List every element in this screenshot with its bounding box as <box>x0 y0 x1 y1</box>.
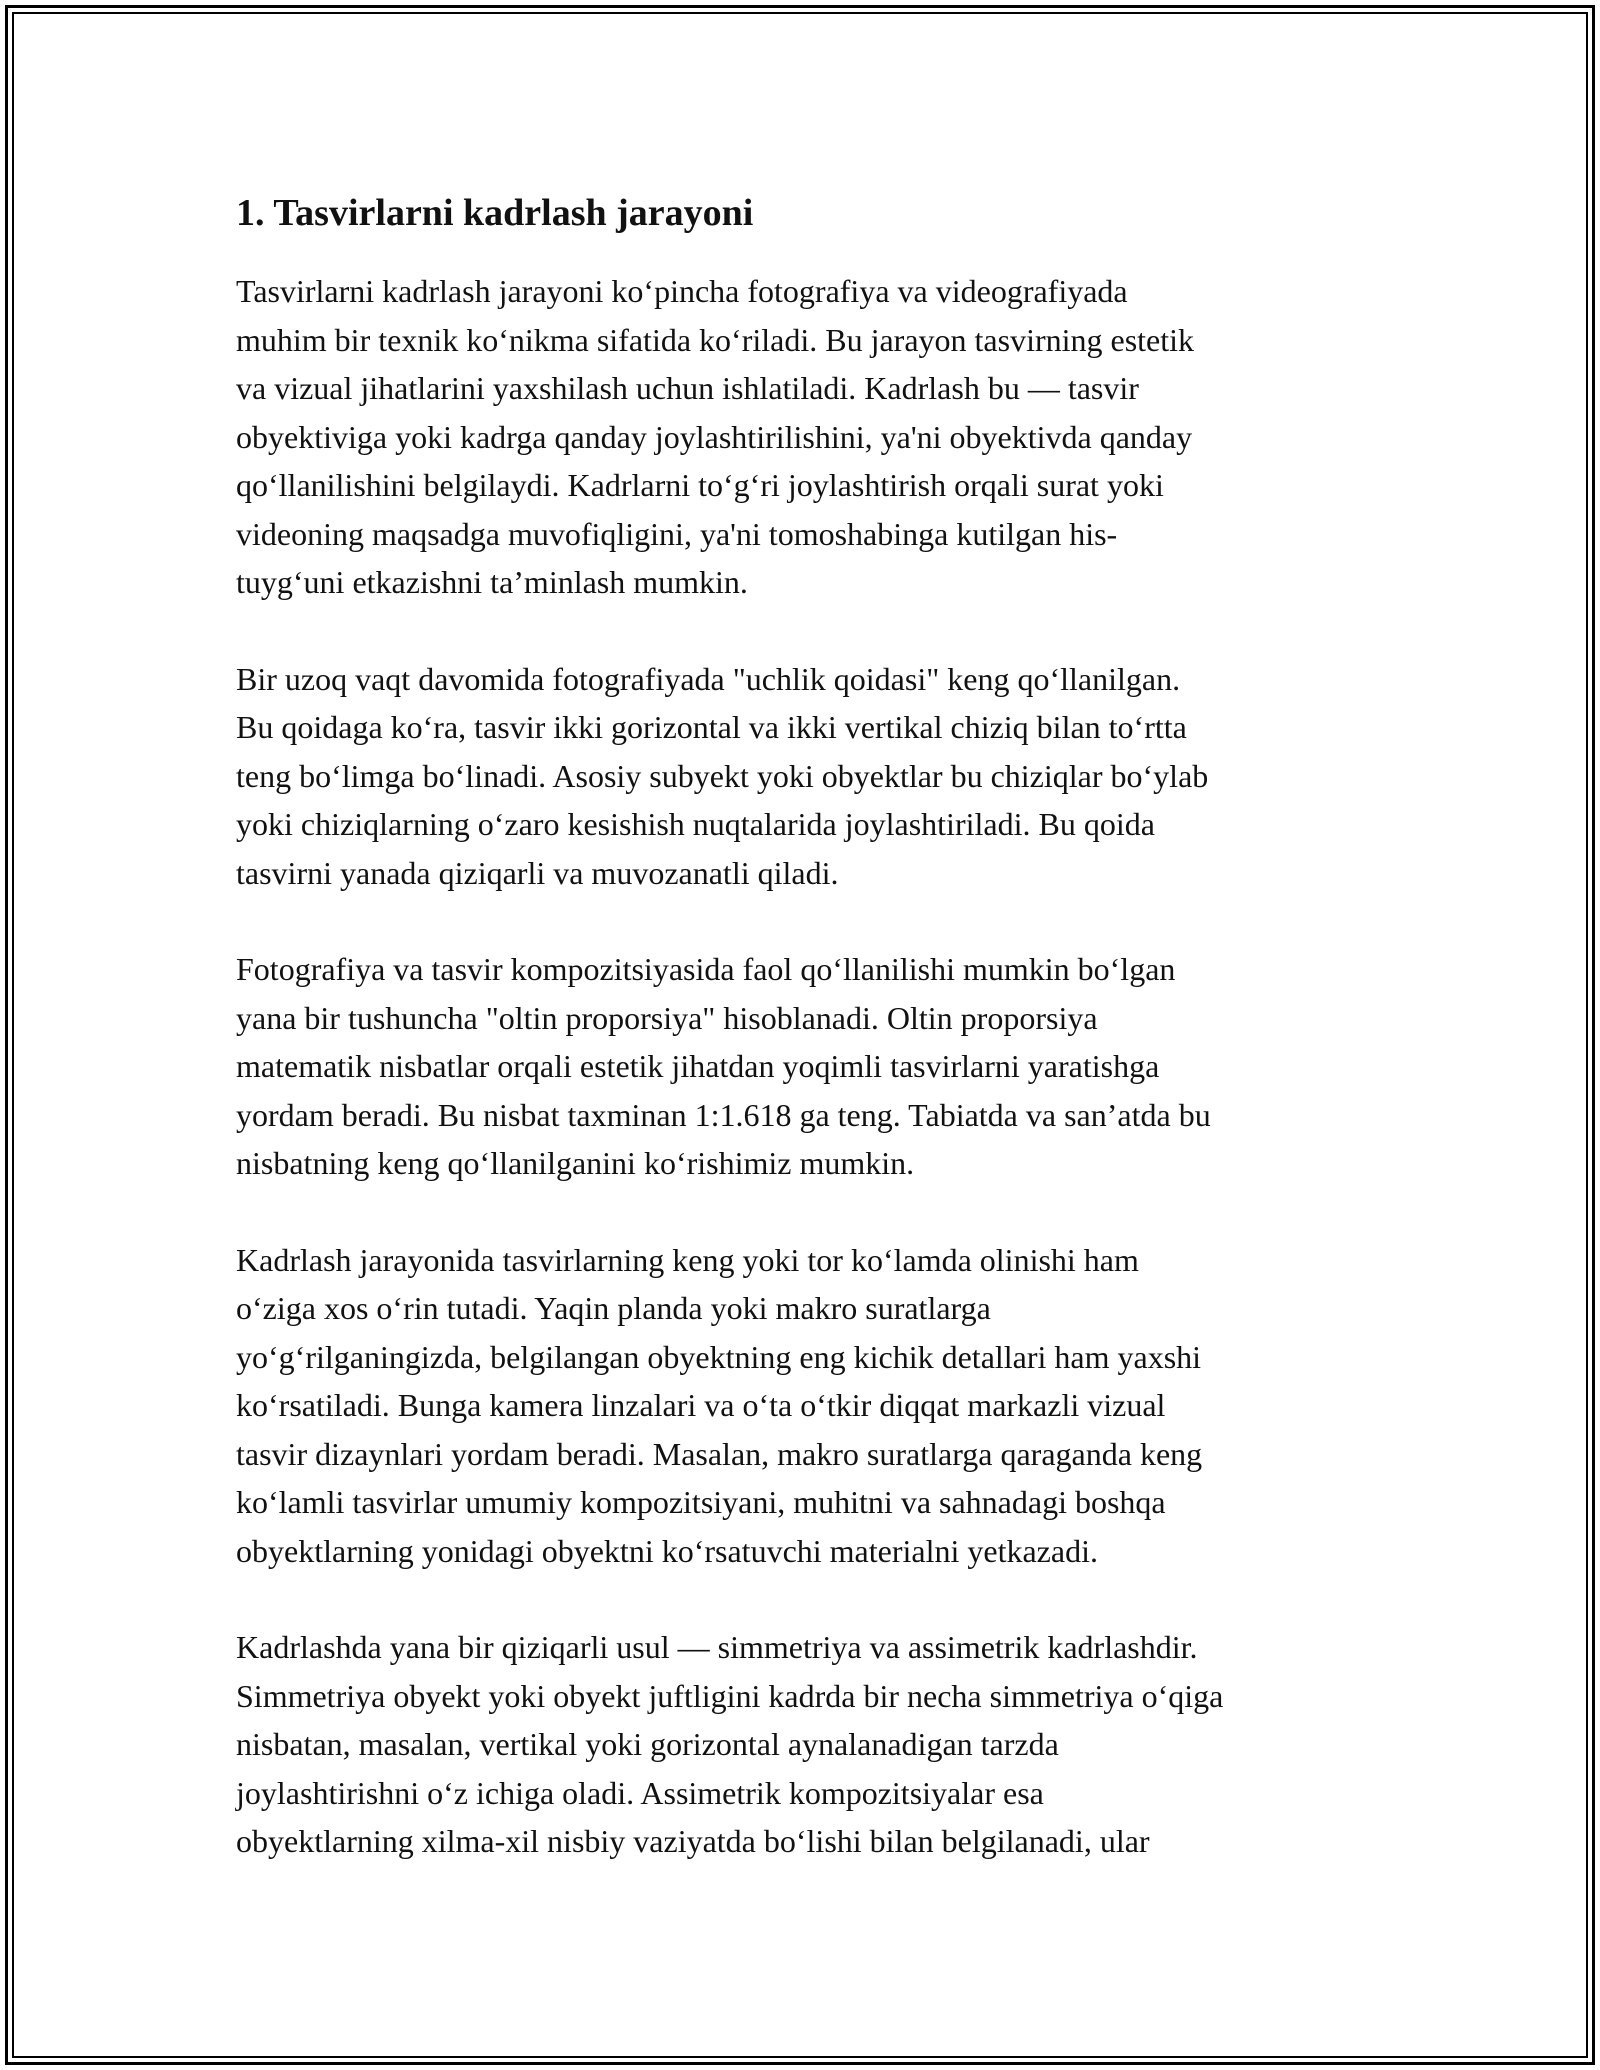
paragraph-line: ko‘lamli tasvirlar umumiy kompozitsiyani, muhitni va sahnadagi boshqa <box>236 1484 1166 1520</box>
paragraph-line: yana bir tushuncha "oltin proporsiya" hisoblanadi. Oltin proporsiya <box>236 999 1098 1036</box>
paragraph-line: tasvir dizaynlari yordam beradi. Masalan, makro suratlarga qaraganda keng <box>236 1435 1203 1472</box>
paragraph-line: qo‘llanilishini belgilaydi. Kadrlarni to‘g‘ri joylashtirish orqali surat yoki <box>236 467 1164 503</box>
paragraph-line: joylashtirishni o‘z ichiga oladi. Assimetrik kompozitsiyalar esa <box>236 1774 1044 1811</box>
paragraph-line: Bu qoidaga ko‘ra, tasvir ikki gorizontal va ikki vertikal chiziq bilan to‘rtta <box>236 709 1187 745</box>
paragraph-line: videoning maqsadga muvofiqligini, ya'ni tomoshabinga kutilgan his- <box>236 515 1118 552</box>
paragraph-list <box>236 267 1386 1866</box>
paragraph <box>236 1236 1386 1576</box>
paragraph-line: o‘ziga xos o‘rin tutadi. Yaqin planda yoki makro suratlarga <box>236 1290 991 1326</box>
paragraph-line: tuyg‘uni etkazishni ta’minlash mumkin. <box>236 564 748 600</box>
paragraph <box>236 1623 1386 1866</box>
paragraph-line: muhim bir texnik ko‘nikma sifatida ko‘riladi. Bu jarayon tasvirning estetik <box>236 321 1195 358</box>
paragraph-line: obyektlarning xilma-xil nisbiy vaziyatda bo‘lishi bilan belgilanadi, ular <box>236 1823 1150 1859</box>
paragraph-line: yordam beradi. Bu nisbat taxminan 1:1.618 ga teng. Tabiatda va san’atda bu <box>236 1096 1211 1133</box>
paragraph-line: Bir uzoq vaqt davomida fotografiyada "uchlik qoidasi" keng qo‘llanilgan. <box>236 660 1181 697</box>
paragraph-line: nisbatan, masalan, vertikal yoki gorizontal aynalanadigan tarzda <box>236 1726 1059 1762</box>
paragraph-line: teng bo‘limga bo‘linadi. Asosiy subyekt yoki obyektlar bu chiziqlar bo‘ylab <box>236 757 1209 794</box>
paragraph-line: Fotografiya va tasvir kompozitsiyasida faol qo‘llanilishi mumkin bo‘lgan <box>236 951 1176 987</box>
paragraph-line: yoki chiziqlarning o‘zaro kesishish nuqtalarida joylashtiriladi. Bu qoida <box>236 806 1155 842</box>
paragraph-line: matematik nisbatlar orqali estetik jihatdan yoqimli tasvirlarni yaratishga <box>236 1048 1160 1084</box>
paragraph <box>236 945 1386 1188</box>
paragraph-line: Kadrlashda yana bir qiziqarli usul — simmetriya va assimetrik kadrlashdir. <box>236 1629 1198 1665</box>
paragraph-line: yo‘g‘rilganingizda, belgilangan obyektning eng kichik detallari ham yaxshi <box>236 1338 1202 1375</box>
document-body <box>236 185 1386 1914</box>
paragraph-line: va vizual jihatlarini yaxshilash uchun ishlatiladi. Kadrlash bu — tasvir <box>236 370 1139 406</box>
paragraph-line: Tasvirlarni kadrlash jarayoni ko‘pincha fotografiya va videografiyada <box>236 273 1128 309</box>
paragraph-line: Simmetriya obyekt yoki obyekt juftligini kadrda bir necha simmetriya o‘qiga <box>236 1677 1224 1714</box>
paragraph-line: obyektiviga yoki kadrga qanday joylashtirilishini, ya'ni obyektivda qanday <box>236 418 1193 455</box>
paragraph-line: tasvirni yanada qiziqarli va muvozanatli qiladi. <box>236 854 839 891</box>
paragraph-line: Kadrlash jarayonida tasvirlarning keng yoki tor ko‘lamda olinishi ham <box>236 1241 1139 1278</box>
paragraph <box>236 655 1386 898</box>
paragraph <box>236 267 1386 607</box>
paragraph-line: ko‘rsatiladi. Bunga kamera linzalari va o‘ta o‘tkir diqqat markazli vizual <box>236 1387 1166 1423</box>
paragraph-line: obyektlarning yonidagi obyektni ko‘rsatuvchi materialni yetkazadi. <box>236 1532 1098 1569</box>
paragraph-line: nisbatning keng qo‘llanilganini ko‘rishimiz mumkin. <box>236 1145 915 1181</box>
section-heading: 1. Tasvirlarni kadrlash jarayoni <box>236 192 754 234</box>
